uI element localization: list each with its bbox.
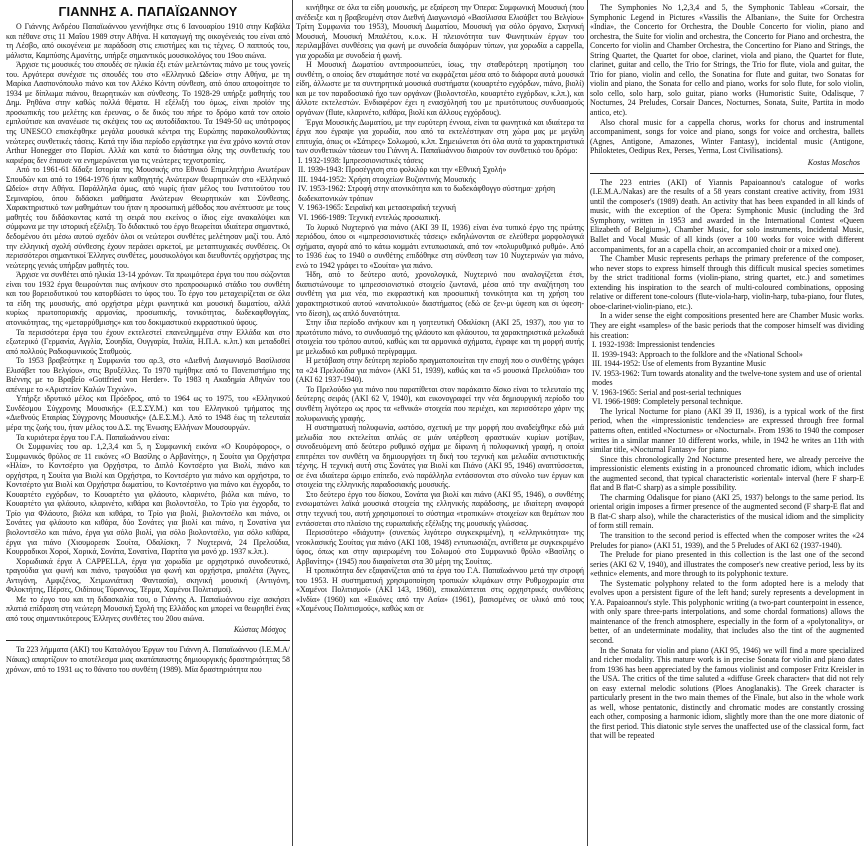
paragraph: Περισσότερο «διάχυτη» (συνεπώς λιγότερο συγκεκριμένη), η «ελληνικότητα» της νεοκλασικής Σουίτας για πιάνο (AKI 108, 1948) εντυπωσιάζει, αντίθετα με συγκεκριμένο ύφος, όπως και στην αφιερωμένη του Σολωμού στο Συμφωνικό θρύλο «Βασίλης ο Αρβανίτης» (1945) που διαφαίνεται στα 30 μέρη της Σουίτας. <box>296 528 584 566</box>
paragraph: The Chamber Music represents perhaps the primary preference of the composer, who never stops to express himself through this difficult musical species sometimes by the strict traditional forms (violin-piano, string quartet, etc.) and sometimes extending his inspiration to the search of multi-coloured combinations, opposing relative or different tone-colours (flute-viola-harp, violin-harp, tuba-piano, four flutes, oboe-clarinet-violin-piano, etc.). <box>590 254 864 311</box>
paragraph: Το 1953 βραβεύτηκε η Συμφωνία του αρ.3, στο «Διεθνή Διαγωνισμό Βασίλισσα Ελισάβετ του Βελγίου», στις Βρυξέλλες. Το 1970 τιμήθηκε από το Πανεπιστήμιο της Βιέννης με το Βραβείο «Gottfried von Herder». Το 1983 η Ακαδημία Αθηνών του απένειμε το «Αριστείον Καλών Τεχνών». <box>6 356 290 394</box>
author-signature: Kostas Moschos <box>807 157 860 167</box>
column-rule <box>587 0 588 846</box>
divider <box>6 640 290 641</box>
paragraph: The lyrical Nocturne for piano (AKI 39 II, 1936), is a typical work of the first period, when the «impressionistic tendencies» are expressed through free formal patterns often, entitled «Nocturnes» or «Nocturnal». From 1936 to 1940 the composer writes in a similar manner 10 different works, while, in 1942 he writes an 11th with similar title, «Nocturnal Fantasy» for piano. <box>590 406 864 455</box>
greek-article-column-left <box>6 0 290 674</box>
paragraph: The charming Odalisque for piano (AKI 25, 1937) belongs to the same period. Its oriental origin imposes a firmer presence of the augmented second (F sharp-E flat and B flat-C sharp also), while the characteristics of the musical idiom and the simplicity of form still remain. <box>590 492 864 531</box>
paragraph: The 223 entries (AKI) of Yiannis Papaioannou's catalogue of works (I.E.M.A./Nakas) are the results of a 58 years constant creative activity, from 1931 until the composer's (1989) death. An activity that has been expanded in all kinds of music, with the exception of the Opera: Symphonic Music (including the 3rd Symphony, written in 1953 and awarded in the International Contest «Queen Elizabeth of Belgium»), Chamber Music, for solo instruments, Incidental Music, Ballet and Vocal Music of all kinds (over a 100 works for voice with different accompaniments, for an a capella choir, an accompanied choir or a mixed one). <box>590 177 864 254</box>
paragraph: Also choral music for a cappella chorus, works for chorus and instrumental accompaniment, songs for voice and piano, songs for voice and orchestra, ballets (Agnes, Antigone, Amazones, Winter Fantasy), incidental music (Antigone, Philoktetes, Oedipus Rex, Perses, Yerma, Lost Civilisations). <box>590 117 864 156</box>
paragraph: Έργα Μουσικής Δωματίου, με την ευρύτερη έννοια, είναι τα φωνητικά και ιδιαίτερα τα έργα που έγραψε για χορωδία, που από τα εκτελέστηκαν στη χώρα μας με μεγάλη επιτυχία, όπως οι «Σάτιρες» Σολωμού, κ.λπ. Σημειώνεται ότι όλα αυτά τα χαρακτηριστικά των συνθετικών τάσεων του Γιάννη Α. Παπαϊωάννου διαιρούν τον συνθετικό του δρόμο: <box>296 117 584 156</box>
greek-article-title: ΓΙΑΝΝΗΣ Α. ΠΑΠΑΪΩΑΝΝΟΥ <box>58 4 238 19</box>
paragraph: Τα περισσότερα έργα του έχουν εκτελεστεί επανειλημμένα στην Ελλάδα και στο εξωτερικό (Γερμανία, Αγγλία, Σουηδία, Ουγγαρία, Ιταλία, Η.Π.Α. κ.λπ.) και μεταδοθεί από πολλούς Ραδιοφωνικούς Σταθμούς. <box>6 327 290 356</box>
paragraph: Από το 1961-61 δίδαξε Ιστορία της Μουσικής στο Εθνικό Επιμελητήριο Ανωτέρων Σπουδών και από το 1964-1976 ήταν καθηγητής Ανώτερων θεωρητικών στο «Ελληνικό Ωδείο» στην Αθήνα. Παράλληλα όμως, από νωρίς ήταν μέλος του Ινστιτούτου του Σεμιναρίου, όπου διδάσκει μαθήματα Ανώτερων Θεωρητικών και Σύνθεσης. Χαρακτηριστικό των μαθημάτων του ήταν η προσωπική μέθοδος που ανέπτυσσε με τους μαθητές του διδάσκοντας κατά τη σειρά που εκείνος ο ίδιος είχε ανακαλύψει και σύμφωνα με την ιστορική εξέλιξη. Το διδακτικό του έργο θεωρείται ιδιαίτερα σημαντικό, δεδομένου ότι μέσω αυτού σχεδόν όλοι οι νεώτεροι συνθέτες μελέτησαν μαζί του. Από την ελληνική σχολή σύνθεσης έχουν περάσει αρκετοί, με μεταπτυχιακές συνθέσεις. Οι περισσότεροι σημαντικοί Έλληνες συνθέτες, μουσικολόγοι και διευθυντές ορχήστρας της νεώτερης γενιάς υπήρξαν μαθητές του. <box>6 165 290 270</box>
period-item: II. 1939-1943: Approach to the folklore and the «National School» <box>592 349 803 359</box>
paragraph: Με το έργο του και τη διδασκαλία του, ο Γιάννης Α. Παπαϊωάννου είχε ασκήσει πλατιά επίδραση στη νεώτερη Μουσική Σχολή της Ελλάδος και μπορεί να θεωρηθεί ένας από τους σημαντικότερους Έλληνες συνθέτες του 20ου αιώνα. <box>6 594 290 623</box>
author-signature: Κώστας Μόσχος <box>233 625 286 635</box>
period-item: V. 1963-1965: Σειραϊκή και μετασειραϊκή τεχνική <box>298 203 457 213</box>
period-item: I. 1932-1938: Impressionist tendencies <box>592 340 715 350</box>
article-column-middle <box>296 0 584 614</box>
paragraph: The transition to the second period is effected when the composer writes the «24 Preludes for piano» (AKI 51, 1939), and the 5 Preludes of AKI 62 (1937-1940). <box>590 530 864 550</box>
paragraph: The Systematic polyphony related to the form adopted here is a melody that evolves upon a persistent figure of the left hand; surely represents a development in Y.A. Papaioannou's style. This polyphonic writing (a two-part counterpoint in essence, with only spare three-parts interpolations, and some chordal formations) allows the maintenance of the french atmosphere, especially in the form of a «polytonality», or better, of an undeterminate modality, that includes also the tint of the augmented second. <box>590 578 864 645</box>
period-item: VI. 1966-1989: Completely personal technique. <box>592 397 743 407</box>
paragraph: Τα κυριότερα έργα του Γ.Α. Παπαϊωάννου είναι: <box>16 432 170 442</box>
paragraph: Ο Γιάννης Ανδρέου Παπαϊωάννου γεννήθηκε στις 6 Ιανουαρίου 1910 στην Καβάλα και πέθανε στις 11 Μαΐου 1989 στην Αθήνα. Η καταγωγή της οικογένειάς του είναι από τη Λέσβο, από οικογένεια με παράδοση στις επιστήμες και τις τέχνες. Ο παππούς του, μάλιστα, Καμπύσης Αμανίτης, υπήρξε σημαντικός μουσικολόγος του 19ου αιώνα. <box>6 22 290 60</box>
divider <box>590 173 864 174</box>
paragraph: Υπήρξε ιδρυτικό μέλος και Πρόεδρος, από το 1964 ως το 1975, του «Ελληνικού Συνδέσμου Σύγχρονης Μουσικής» (Ε.Σ.ΣΥ.Μ.) και του Ελληνικού τμήματος της «Διεθνούς Εταιρίας Σύγχρονης Μουσικής» (Δ.Ε.Σ.Μ.). Από το 1948 έως τη τελευταία μέρα της ζωής του, ήταν μέλος του Δ.Σ. της Ένωσης Ελλήνων Μουσουργών. <box>6 394 290 432</box>
period-item: ΙV. 1953-1962: Στροφή στην ατονικότητα και το δωδεκάφθογγο σύστημα· χρήση δωδεκατονικών τρόπων <box>298 184 556 203</box>
paragraph: Το λυρικό Νυχτερινό για πιάνο (AKI 39 II, 1936) είναι ένα τυπικό έργο της πρώτης περιόδου, όπου οι «ιμπρεσσιονιστικές τάσεις» εκδηλώνονται σε ελεύθερα μορφολογικά σχήματα, αγορά από το κάτω κομμάτι εντυπωσιακά, από τον «πολυρυθμικό ρυθμό». Από το 1936 έως το 1940 ο συνθέτης επιδόθηκε στη σύνθεση των 10 Νυχτερινών για πιάνο, ενώ το 1942 γράφει το «Σουίτα» για πιάνο. <box>296 222 584 270</box>
period-item: IV. 1953-1962: Turn towards atonality and the twelve-tone system and use of oriental modes <box>592 368 862 388</box>
period-item: V. 1963-1965: Serial and post-serial techniques <box>592 387 742 397</box>
paragraph: Το Πρελούδιο για πιάνο που παρατίθεται στον παράκαιτο δίσκο είναι το τελευταίο της δεύτερης σειράς (AKI 62 V, 1940), και εικονογραφεί την νέα δημιουργική περίοδο του συνθέτη λιγότερο ως προς τα «εθνικά» στοιχεία που περιέχει, και περισσότερο χάριν της πολυφωνικής γραφής. <box>296 384 584 423</box>
paragraph: Ήδη, από το δεύτερο αυτό, χρονολογικά, Νυχτερινό που αναλογίζεται έτσι, διαπιστώνουμε το ιμπρεσσιονιστικό στοιχείο ζωντανά, μέσα από την αναζήτηση του συνθέτη για μια νέα, πιο εκφραστική και προσωπική τονικότητα και τη χρήση του χαρακτηριστικού αυτού «ανατολικού» διαστήματος (εδώ σε ξεν-μι ύφεση και σι ύφεση-ντο δίεση), ως απλό δυνατότητα. <box>296 270 584 318</box>
paragraph: Άρχισε να συνθέτει από ηλικία 13-14 χρόνων. Τα πρωιμότερα έργα του που σώζονται είναι του 1932 έργα θεωρούνται πως ανήκουν στο προπροσωρικό στάδιο του συνθέτη και του βορειοδυτικού του κατορθώσει το ύφος του. Το έργο του μεταχειρίζεται σε όλα τα είδη της μουσικής, από ορχήστρα μέχρι φωνητικά και μουσική δωματίου, αλλά κυρίως πρωτοποριακής αρμονίας, προσωπικής, τονικότητας, δωδεκαφθογγίας, ατονικότητας, της «μεταρρύθμισης» και του δοκιμαστικού εκφραστικού ύφους. <box>6 270 290 327</box>
paragraph: Στην ίδια περίοδο ανήκουν και η γοητευτική Οδαλίσκη (AKI 25, 1937), που για το πρωτότυπο πιάνο, το συνδυασμό της φλάουτο και φλάουτου, τα χαρακτηριστικά μελωδικά στοιχεία του τρόπου αυτού, καθώς και τα αρμονικά σχήματα, έγραφε και τη μορφή αυτής με μελωδικό και ρυθμικό περίγραμμα. <box>296 318 584 356</box>
paragraph: κινήθηκε σε όλα τα είδη μουσικής, με εξαίρεση την Όπερα: Συμφωνική Μουσική (που ανέδειξε και η βραβευμένη στον Διεθνή Διαγωνισμό «Βασίλισσα Ελισάβετ του Βελγίου» Τρίτη Συμφωνία του 1953), Μουσική Δωματίου, Μουσική για σόλο όργανο, Σκηνική Μουσική, Μουσική Μπαλέτου, κ.ο.κ. Η πλειονότητα των Φωνητικών έργων του περιλαμβάνει συνθέσεις για φωνή με συνοδεία διαφόρων τύπων, για χορωδία a cappella, για χορωδία με συνοδεία ή φωνή. <box>296 3 584 60</box>
paragraph: In the Sonata for violin and piano (AKI 95, 1946) we will find a more specialized and richer modality. This mature work is in precise Sonata for violin and piano dates from 1936 has been appreciated by the famous violinist and composer Fritz Kreisler in the USA. The critics of the time saluted a «diffuse Greek character» that did not rely on easy external melodic solutions (Ploes Anoglanakis). The Greek character is particularly present in the two main themes of the Finale, but also in the whole work as well, whose pentatonic, distinctly and chromatic modes are constantly crossing each other, composing a harmonic idiom, slightly more than the one more diatonic of the first period. This diatonic style serves the unaffected use of the classical form, fact that will be repeated <box>590 645 864 741</box>
english-article-column-right <box>590 0 864 741</box>
paragraph: Οι Συμφωνίες του αρ. 1,2,3,4 και 5, η Συμφωνική εικόνα «Ο Κουρόφορος», ο Συμφωνικός θρύλος σε 11 εικόνες «Ο Βασίλης ο Αρβανίτης», η Σουίτα για Ορχήστρα «Ηλία», το Κοντσέρτο για Ορχήστρα, το Διπλό Κοντσέρτο για Βιολί, πιάνο και ορχήστρα, η Σουίτα για Βιολί και Ορχήστρα, το Κοντσέρτο για πιάνο και ορχήστρα, το Κοντσέρτο για Βιολί και Ορχήστρα δωματίου, το Κοντσέρτινο για πιάνο και έγχορδα, το Κουαρτέτο εγχόρδων, το Κουαρτέτο για φλάουτο, κλαρινέτο, βιόλα και πιάνο, το Κουαρτέτο για φλάουτο, κλαρινέτο, κιθάρα και βιολοντσέλο, το Τρίο για έγχορδα, το Τρίο για Φλάουτο, βιόλα και κιθάρα, το Τρίο για βιολί, βιολοντσέλο και πιάνο, οι Σονάτες για φλάουτο και κιθάρα, δύο Σονάτες για βιολί και πιάνο, η Σονατίνα για βιολοντσέλο και πιάνο, έργα για σόλο βιολί, για σόλο βιολοντσέλο, για σόλο κιθάρα, έργα για πιάνο (Χιουμορεσκ Σουίτα, Οδαλίσκη, 7 Νυχτερινά, 24 Πρελούδια, Κουρραδικοι Χοροί, Χορικά, Σονάτα, Σονατίνα, Παρτίτα για μονό χρ. 1937 κ.λπ.). <box>6 442 290 557</box>
period-item: Ι. 1932-1938: Ιμπρεσσιονιστικές τάσεις <box>298 155 424 165</box>
paragraph: The Symphonies No 1,2,3,4 and 5, the Symphonic Tableau «Corsair, the Symphonic Legend in Pictures «Vassilis the Albanian», the Suite for Orchestra «India», the Concerto for Orchestra, the Double Concerto for violin, piano and orchestra, the Suite for violin and orchestra, the Concerto for Piano and orchestra, the Concerto for violin and Chamber Orchestra, the Concertino for Piano and Strings, the String Quartet, the Quartet for oboe, clarinet, viola and piano, the Quartet for flute, clarinet, guitar and cello, the Trio for Strings, the Trio for flute, viola and guitar, the Trio for piano, violin and cello, the Sonatina for flute and guitar, two Sonatas for violin and piano, the Sonata for cello and piano, works for solo flute, for solo violin, solo cello, solo harp, solo guitar, piano works (Humoristic Suite, Odalisque, 7 Nocturnes, 24 Preludes, Corsair Dances, Nocturnes, Sonata, Suite, Partita in modo antico, etc). <box>590 3 864 118</box>
period-item: ΙΙΙ. 1944-1952: Χρήση στοιχείων Βυζαντινής Μουσικής <box>298 174 476 184</box>
paragraph: In a wider sense the eight compositions presented here are Chamber Music works. They are eight «samples» of the basic periods that the composer himself was dividing his creation: <box>590 311 864 340</box>
column-rule <box>292 0 293 846</box>
paragraph: Η Μουσική Δωματίου αντιπροσωπεύει, ίσως, την σταθερότερη προτίμηση του συνθέτη, ο οποίος δεν σταμάτησε ποτέ να εκφράζεται μέσα από το διάφορα αυτά μουσικά είδη, άλλωστε με τα συντηρητικά μουσικά συστήματα (κουαρτέτο εγχόρδων, πιάνο, βιολί) και με τον παραδοσιακό ήχο των οργάνων (βιολοντσέλο, κουαρτέτο εγχόρδων, κ.λπ.), και άλλοτε εκτελεστών. Ενδιαφέρον έχει η ενασχόλησή του με πρωτότυπους συνδυασμούς οργάνων (flute, κλαρινέτο, κιθάρα, βιολί και άλλους εγχόρδους). <box>296 60 584 118</box>
paragraph: Η τροπικότητα δεν εξαφανίζεται από τα έργα του Γ.Α. Παπαϊωάννου μετά την στροφή του 1953. Η συστηματική χρησιμοποίηση τροπικών κλιμάκων στην Ρυθμοχρωμία στα «Χαμένοι Πολιτισμοί» (AKI 143, 1960), επικαλύπτεται στις ορχηστρικές συνθέσεις «Ινδία» (1960) και «Εικόνες από την Ασία» (1961), βασισμένες σε υλικό από τους «Χαμένους Πολιτισμούς», καθώς και σε <box>296 566 584 614</box>
period-item: ΙΙ. 1939-1943: Προσέγγιση στο φολκλόρ και την «Εθνική Σχολή» <box>298 165 507 175</box>
paragraph: Τα 223 λήμματα (ΑΚΙ) του Καταλόγου Έργων του Γιάννη Α. Παπαϊωάννου (Ι.Ε.Μ.Α/Νάκας) απαρτίζουν το αποτέλεσμα μιας ακατάπαυστης δημιουργικής δραστηριότητας 58 χρόνων, από το 1931 ως το θάνατο του συνθέτη (1989). Μία δραστηριότητα που <box>6 645 290 674</box>
paragraph: Χορωδιακά έργα A CAPPELLA, έργα για χορωδία με ορχηστρικό συνοδευτικό, τραγούδια για φωνή και πιάνο, τραγούδια για φωνή και ορχήστρα, μπαλέτα (Άγνες, Αντιγόνη, Αμφιζένος, Χειμωνιάτικη Φαντασία), σκηνική μουσική (Αντιγόνη, Φιλοκτήτης, Πέρσες, Οιδίπους Τύραννος, Τέρμα, Χαμένοι Πολιτισμοί). <box>6 556 290 595</box>
paragraph: The Prelude for piano presented in this collection is the last one of the second series (AKI 62 V, 1940), and illustrates the composer's new creative period, less by its «ethnic» elements, and more through to its polyphonic texture. <box>590 550 864 579</box>
paragraph: Since this chronologically 2nd Nocturne presented here, we already perceive the impressionistic elements existing in a pronounced chromatic idiom, which includes the augmented second, that typical characteristic «oriental» interval (here F sharp-E flat and B flat-C sharp) as a simple possibility. <box>590 454 864 493</box>
period-item: III. 1944-1952: Use of elements from Byzantine Music <box>592 359 766 369</box>
period-item: VI. 1966-1989: Τεχνική εντελώς προσωπική. <box>298 213 441 223</box>
paragraph: Άρχισε τις μουσικές του σπουδές σε ηλικία έξι ετών μελετώντας πιάνο με τους γονείς του. Αργότερα συνέχισε τις σπουδές του στο «Ελληνικό Ωδείο» στην Αθήνα, με τη Μαρίκα Λασπονόπουλο πιάνο και τον Αλέκο Κόντη σύνθεση, από όπου αποφοίτησε το 1934 με δίπλωμα πιάνου, θεωρητικών και σύνθεσης. Το 1928-29 υπήρξε μαθητής του Δημ. Ρηθάνα στην καθώς πολλά θέματα. Η εξέλιξή του όμως, είναι προϊόν της προσωπικής του μελέτης και έρευνας, ο δε δικός του πήρε το δρόμο κατά τον οποίο εμπλούτισε και ανανέωσε τις σκέψεις του ως αυτοδίδακτου. Τα 1949-50 ως υπότροφος της UNESCO επισκέφθηκε μεγάλα μουσικά κέντρα της Ευρώπης παρακολουθώντας νεώτερες συνθετικές τάσεις. Κατά την ίδια περίοδο εργάστηκε για ένα χρόνο κοντά στον Arthur Honegger στο Παρίσι. Αλλά και κατά το διάστημα όλης της συνθετικής του καριέρας δεν έπαυσε να ενημερώνεται για τις νεώτερες τεχνοτροπίες. <box>6 60 290 165</box>
paragraph: Η συστηματική πολυφωνία, ωστόσο, σχετική με την μορφή που αναδείχθηκε εδώ μιά μελωδία που εκτελείται απλώς σε μιάν υπέρθεση φραστικών κυρίων μοτίβων, συνοδευόμενη από δεύτερο ρυθμικό σχήμα με δίφωνη ή πολυφωνική γραφή, η οποία επιτρέπει τον συνθέτη να δημιουργήσει τη δική του τεχνική και μελωδία αντιστικτικής τέχνης. Η τεχνική αυτή στις Σονάτες για Βιολί και Πιάνο (AKI 95, 1946) αναπτύσσεται, σε ένα ιδιαίτερα ώριμο επίπεδο, ενώ παράλληλα εντάσσονται στο σύνολο των έργων και στοιχεία της ελληνικής παραδοσιακής μουσικής. <box>296 423 584 490</box>
paragraph: Η μετάβαση στην δεύτερη περίοδο πραγματοποιείται την εποχή που ο συνθέτης γράφει τα «24 Πρελούδια για πιάνο» (AKI 51, 1939), καθώς και τα «5 μουσικά Πρελούδια» του (AKI 62 1937-1940). <box>296 356 584 385</box>
paragraph: Στο δεύτερο έργο του δίσκου, Σονάτα για βιολί και πιάνο (AKI 95, 1946), ο συνθέτης ενσωματώνει λαϊκά μουσικά στοιχεία της ελληνικής παράδοσης, με ιδιαίτερη αναφορά στην τεχνική του, αυτή χρησιμοποιεί το σύστημα «τροπικών» στοιχείων και θεμάτων που εντάσσεται στο πλαίσιο της ευρωπαϊκής εξέλιξης της μουσικής γλώσσας. <box>296 489 584 528</box>
